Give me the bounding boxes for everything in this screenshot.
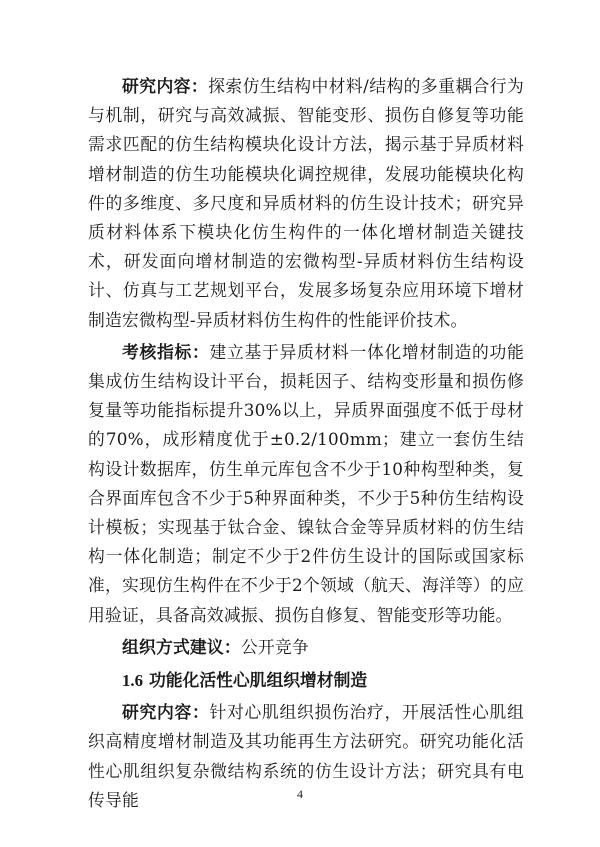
research-content-label-2: 研究内容：	[122, 702, 210, 723]
organization-text: 公开竞争	[240, 636, 309, 657]
research-content-text: 探索仿生结构中材料/结构的多重耦合行为与机制，研究与高效减振、智能变形、损伤自修复等功能需求匹配的仿生结构模块化设计方法，揭示基于异质材料增材制造的仿生功能模块化调控规律，发展功能模块化构件的多维度、多尺度和异质材料的仿生设计技术；研究异质材料体系下模块化仿生构件的一体化增材制造关键技术，研发面向增材制造的宏微构型-异质材料仿生结构设计、仿真与工艺规划平台，发展多场复杂应用环境下增材制造宏微构型-异质材料仿生构件的性能评价技术。	[88, 76, 524, 330]
organization-label: 组织方式建议：	[122, 636, 241, 657]
research-content-text-2: 针对心肌组织损伤治疗，开展活性心肌组织高精度增材制造及其功能再生方法研究。研究功能化活性心肌组织复杂微结构系统的仿生设计方法；研究具有电传导能	[88, 702, 524, 810]
assessment-indicators-paragraph	[88, 338, 524, 630]
section-heading	[88, 666, 524, 695]
section-title: 功能化活性心肌组织增材制造	[148, 670, 368, 691]
research-content-paragraph	[88, 72, 524, 335]
organization-paragraph	[88, 633, 524, 662]
research-content-label: 研究内容：	[122, 76, 209, 96]
assessment-indicators-label: 考核指标：	[122, 341, 210, 362]
page-number: 4	[297, 787, 303, 801]
section-number: 1.6	[122, 671, 143, 691]
document-body	[88, 72, 524, 815]
assessment-indicators-text: 建立基于异质材料一体化增材制造的功能集成仿生结构设计平台，损耗因子、结构变形量和损伤修复量等功能指标提升30%以上，异质界面强度不低于母材的70%，成形精度优于±0.2/100mm；建立一套仿生结构设计数据库，仿生单元库包含不少于10种构型种类，复合界面库包含不少于5种界面种类，不少于5种仿生结构设计模板；实现基于钛合金、镍钛合金等异质材料的仿生结构一体化制造；制定不少于2件仿生设计的国际或国家标准，实现仿生构件在不少于2个领域（航天、海洋等）的应用验证，具备高效减振、损伤自修复、智能变形等功能。	[88, 341, 524, 625]
